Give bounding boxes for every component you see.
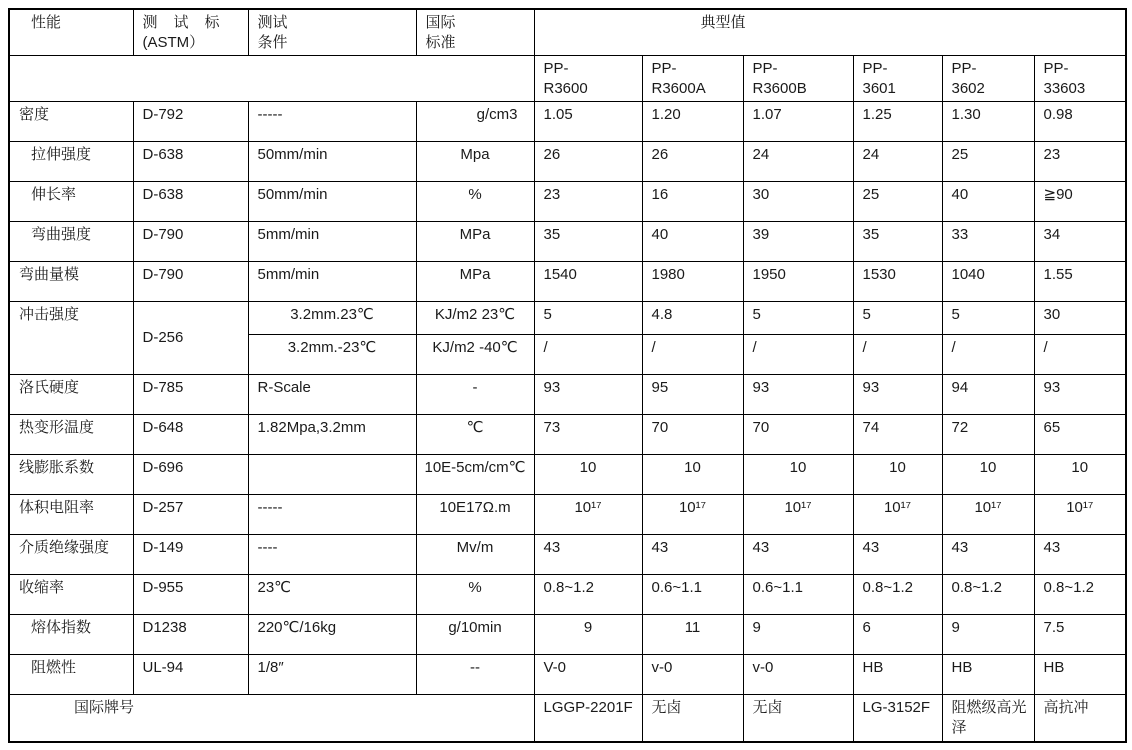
value-cell: 1.30 <box>942 102 1034 142</box>
grade-line1: PP- <box>862 60 888 77</box>
value-cell: 34 <box>1034 222 1126 262</box>
standard-cell: g/cm3 <box>416 102 534 142</box>
value-cell: v-0 <box>642 655 743 695</box>
astm-cell: UL-94 <box>133 655 248 695</box>
value-cell: 0.6~1.1 <box>743 575 853 615</box>
grade-line2: 33603 <box>1043 79 1086 97</box>
value-cell: HB <box>1034 655 1126 695</box>
grade-line1: PP- <box>752 60 778 77</box>
grade-line1: PP- <box>1043 60 1069 77</box>
value-cell: 23 <box>534 182 642 222</box>
value-cell: 33 <box>942 222 1034 262</box>
grade-line2: R3600 <box>543 79 588 97</box>
table-row-impact-strength-23c <box>9 302 1126 335</box>
col-header-property: 性能 <box>9 9 133 56</box>
astm-cell: D-955 <box>133 575 248 615</box>
value-cell: 24 <box>743 142 853 182</box>
standard-cell: KJ/m2 23℃ <box>416 302 534 335</box>
condition-cell: 50mm/min <box>248 142 416 182</box>
table-row-elongation <box>9 182 1126 222</box>
table-row-tensile-strength <box>9 142 1126 182</box>
col-header-condition <box>248 9 416 56</box>
value-cell: 23 <box>1034 142 1126 182</box>
value-cell: 5 <box>853 302 942 335</box>
table-row-flexural-modulus <box>9 262 1126 302</box>
col-header-astm <box>133 9 248 56</box>
grade-line1: PP- <box>951 60 977 77</box>
col-header-standard-line2: 标准 <box>425 33 456 51</box>
table-row-flame-retardancy <box>9 655 1126 695</box>
value-cell: 24 <box>853 142 942 182</box>
col-header-condition-line2: 条件 <box>257 33 288 51</box>
value-cell: 26 <box>534 142 642 182</box>
astm-cell: D-696 <box>133 455 248 495</box>
value-cell: 7.5 <box>1034 615 1126 655</box>
value-cell: / <box>642 335 743 375</box>
value-cell: 70 <box>743 415 853 455</box>
astm-cell: D-790 <box>133 222 248 262</box>
value-cell: v-0 <box>743 655 853 695</box>
condition-cell: 1.82Mpa,3.2mm <box>248 415 416 455</box>
value-cell: 43 <box>642 535 743 575</box>
value-cell: V-0 <box>534 655 642 695</box>
header-row-1 <box>9 9 1126 56</box>
col-header-condition-line1: 测试 <box>257 14 288 31</box>
condition-cell: 220℃/16kg <box>248 615 416 655</box>
value-cell: 6 <box>853 615 942 655</box>
astm-cell: D-785 <box>133 375 248 415</box>
value-cell: 74 <box>853 415 942 455</box>
condition-cell: ----- <box>248 495 416 535</box>
value-cell: 95 <box>642 375 743 415</box>
value-cell: 1.07 <box>743 102 853 142</box>
value-cell: 65 <box>1034 415 1126 455</box>
table-row-rockwell-hardness <box>9 375 1126 415</box>
property-label: 体积电阻率 <box>9 495 133 535</box>
value-cell: 30 <box>743 182 853 222</box>
value-cell: / <box>853 335 942 375</box>
grade-line2: 3602 <box>951 79 985 97</box>
value-cell: 10¹⁷ <box>1034 495 1126 535</box>
value-cell: 30 <box>1034 302 1126 335</box>
value-cell: HB <box>942 655 1034 695</box>
value-cell: 1.25 <box>853 102 942 142</box>
value-cell: 高抗冲 <box>1034 695 1126 742</box>
value-cell: 43 <box>743 535 853 575</box>
property-label: 拉伸强度 <box>9 142 133 182</box>
empty-header-cell <box>9 56 534 102</box>
property-label: 熔体指数 <box>9 615 133 655</box>
value-cell: 70 <box>642 415 743 455</box>
table-row-density <box>9 102 1126 142</box>
grade-line2: R3600A <box>651 79 706 97</box>
value-cell: 无卤 <box>642 695 743 742</box>
value-cell: 0.8~1.2 <box>942 575 1034 615</box>
value-cell: 16 <box>642 182 743 222</box>
condition-cell: R-Scale <box>248 375 416 415</box>
property-label: 线膨胀系数 <box>9 455 133 495</box>
col-header-typical-values: 典型值 <box>534 9 1126 56</box>
value-cell: 9 <box>534 615 642 655</box>
property-label: 热变形温度 <box>9 415 133 455</box>
standard-cell: Mpa <box>416 142 534 182</box>
standard-cell: % <box>416 182 534 222</box>
value-cell: 10 <box>534 455 642 495</box>
col-header-astm-line2: (ASTM） <box>142 33 205 51</box>
value-cell: 43 <box>853 535 942 575</box>
table-row-linear-expansion-coefficient <box>9 455 1126 495</box>
value-cell: 39 <box>743 222 853 262</box>
condition-cell: 3.2mm.23℃ <box>248 302 416 335</box>
value-cell: 10¹⁷ <box>642 495 743 535</box>
condition-cell: 5mm/min <box>248 262 416 302</box>
value-cell: 94 <box>942 375 1034 415</box>
grade-header-pp-r3600b <box>743 56 853 102</box>
table-row-flexural-strength <box>9 222 1126 262</box>
value-cell: 5 <box>743 302 853 335</box>
value-cell: 25 <box>942 142 1034 182</box>
table-row-heat-deflection-temperature <box>9 415 1126 455</box>
value-cell: 0.8~1.2 <box>534 575 642 615</box>
grade-line2: 3601 <box>862 79 896 97</box>
value-cell: 1040 <box>942 262 1034 302</box>
value-cell: 10¹⁷ <box>942 495 1034 535</box>
condition-cell: 50mm/min <box>248 182 416 222</box>
standard-cell: 10E-5cm/cm℃ <box>416 455 534 495</box>
col-header-standard-line1: 国际 <box>425 14 456 31</box>
value-cell: HB <box>853 655 942 695</box>
value-cell: 35 <box>534 222 642 262</box>
grade-header-pp-3602 <box>942 56 1034 102</box>
standard-cell: % <box>416 575 534 615</box>
value-cell: 10 <box>853 455 942 495</box>
value-cell: 0.8~1.2 <box>853 575 942 615</box>
grade-line2: R3600B <box>752 79 807 97</box>
value-cell: 26 <box>642 142 743 182</box>
value-cell: 10 <box>1034 455 1126 495</box>
grade-line1: PP- <box>543 60 569 77</box>
value-cell: 93 <box>853 375 942 415</box>
property-label: 收缩率 <box>9 575 133 615</box>
table-row-melt-index <box>9 615 1126 655</box>
table-row-international-grade <box>9 695 1126 742</box>
value-cell: LGGP-2201F <box>534 695 642 742</box>
astm-cell: D-257 <box>133 495 248 535</box>
value-cell: 93 <box>1034 375 1126 415</box>
value-cell: 1.05 <box>534 102 642 142</box>
value-cell: 40 <box>642 222 743 262</box>
value-cell: 1980 <box>642 262 743 302</box>
value-cell: 0.6~1.1 <box>642 575 743 615</box>
standard-cell: -- <box>416 655 534 695</box>
value-cell: 1540 <box>534 262 642 302</box>
astm-cell: D1238 <box>133 615 248 655</box>
astm-cell: D-790 <box>133 262 248 302</box>
value-cell: / <box>534 335 642 375</box>
table-row-shrinkage <box>9 575 1126 615</box>
property-label: 弯曲强度 <box>9 222 133 262</box>
table-row-volume-resistivity <box>9 495 1126 535</box>
value-cell: 43 <box>534 535 642 575</box>
value-cell: ≧90 <box>1034 182 1126 222</box>
value-cell: 1530 <box>853 262 942 302</box>
value-cell: 0.8~1.2 <box>1034 575 1126 615</box>
property-label: 弯曲量模 <box>9 262 133 302</box>
international-grade-label: 国际牌号 <box>9 695 534 742</box>
condition-cell: 23℃ <box>248 575 416 615</box>
value-cell: 1.20 <box>642 102 743 142</box>
value-cell: 35 <box>853 222 942 262</box>
property-label: 伸长率 <box>9 182 133 222</box>
astm-cell: D-792 <box>133 102 248 142</box>
condition-cell: 5mm/min <box>248 222 416 262</box>
value-cell: 93 <box>534 375 642 415</box>
astm-cell: D-256 <box>133 302 248 375</box>
value-cell: 25 <box>853 182 942 222</box>
value-cell: 阻燃级高光泽 <box>942 695 1034 742</box>
standard-cell: MPa <box>416 222 534 262</box>
value-cell: 72 <box>942 415 1034 455</box>
value-cell: 43 <box>942 535 1034 575</box>
col-header-standard <box>416 9 534 56</box>
astm-cell: D-638 <box>133 142 248 182</box>
property-label: 冲击强度 <box>9 302 133 375</box>
condition-cell: ----- <box>248 102 416 142</box>
value-cell: 40 <box>942 182 1034 222</box>
condition-cell: 3.2mm.-23℃ <box>248 335 416 375</box>
value-cell: / <box>1034 335 1126 375</box>
value-cell: 9 <box>942 615 1034 655</box>
value-cell: 10 <box>642 455 743 495</box>
value-cell: 9 <box>743 615 853 655</box>
grade-line1: PP- <box>651 60 677 77</box>
value-cell: 无卤 <box>743 695 853 742</box>
property-label: 介质绝缘强度 <box>9 535 133 575</box>
grade-header-pp-r3600a <box>642 56 743 102</box>
standard-cell: ℃ <box>416 415 534 455</box>
property-label: 洛氏硬度 <box>9 375 133 415</box>
value-cell: 93 <box>743 375 853 415</box>
value-cell: / <box>743 335 853 375</box>
value-cell: 43 <box>1034 535 1126 575</box>
value-cell: 10¹⁷ <box>534 495 642 535</box>
value-cell: 5 <box>942 302 1034 335</box>
astm-cell: D-638 <box>133 182 248 222</box>
grade-header-pp-33603 <box>1034 56 1126 102</box>
value-cell: LG-3152F <box>853 695 942 742</box>
value-cell: 1.55 <box>1034 262 1126 302</box>
condition-cell: ---- <box>248 535 416 575</box>
value-cell: 5 <box>534 302 642 335</box>
table-row-dielectric-strength <box>9 535 1126 575</box>
value-cell: / <box>942 335 1034 375</box>
property-label: 阻燃性 <box>9 655 133 695</box>
property-label: 密度 <box>9 102 133 142</box>
value-cell: 10 <box>743 455 853 495</box>
header-row-grades <box>9 56 1126 102</box>
value-cell: 10¹⁷ <box>743 495 853 535</box>
grade-header-pp-r3600 <box>534 56 642 102</box>
standard-cell: KJ/m2 -40℃ <box>416 335 534 375</box>
col-header-astm-line1: 测 试 标 <box>142 14 221 31</box>
value-cell: 73 <box>534 415 642 455</box>
value-cell: 10 <box>942 455 1034 495</box>
pp-material-properties-table <box>8 8 1127 743</box>
condition-cell <box>248 455 416 495</box>
value-cell: 10¹⁷ <box>853 495 942 535</box>
standard-cell: Mv/m <box>416 535 534 575</box>
astm-cell: D-648 <box>133 415 248 455</box>
condition-cell: 1/8″ <box>248 655 416 695</box>
value-cell: 0.98 <box>1034 102 1126 142</box>
value-cell: 4.8 <box>642 302 743 335</box>
standard-cell: g/10min <box>416 615 534 655</box>
standard-cell: - <box>416 375 534 415</box>
value-cell: 1950 <box>743 262 853 302</box>
standard-cell: MPa <box>416 262 534 302</box>
astm-cell: D-149 <box>133 535 248 575</box>
standard-cell: 10E17Ω.m <box>416 495 534 535</box>
value-cell: 11 <box>642 615 743 655</box>
grade-header-pp-3601 <box>853 56 942 102</box>
